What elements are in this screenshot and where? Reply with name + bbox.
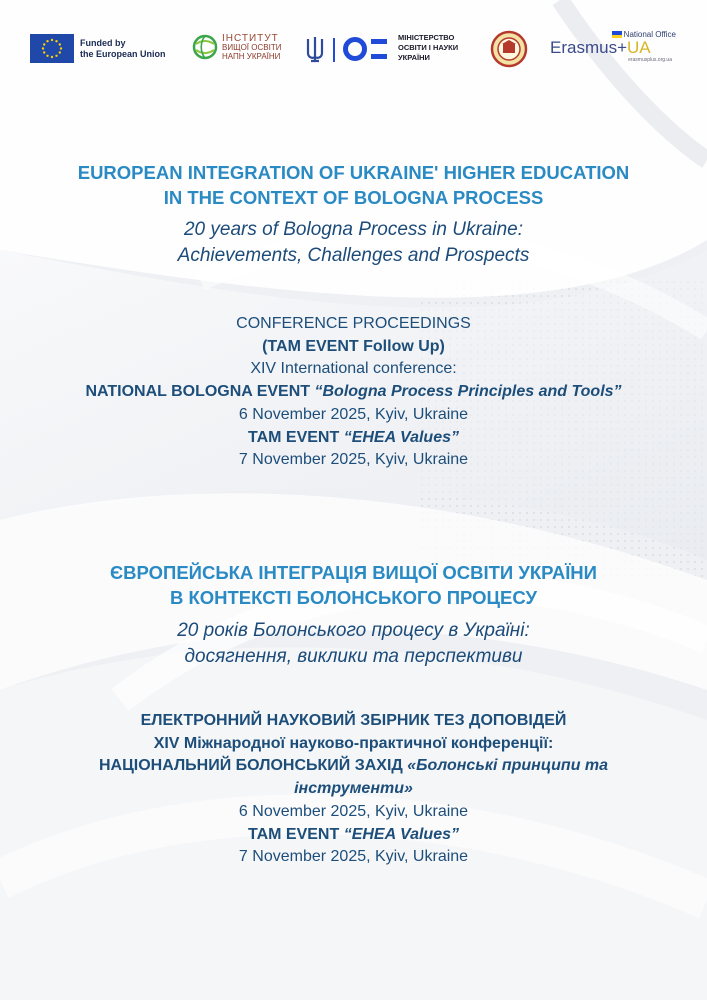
ministry-name [398,33,458,63]
eu-funding-logo [30,34,166,63]
logo-divider [333,38,335,62]
ukrainian-title-line-2: В КОНТЕКСТІ БОЛОНСЬКОГО ПРОЦЕСУ [169,587,538,608]
ukrainian-subtitle-line-1: 20 років Болонського процесу в Україні: [177,620,530,641]
english-event-1-name: NATIONAL BOLOGNA EVENT [85,383,315,401]
ukrainian-event-2-title: “EHEA Values” [343,825,459,843]
erasmus-office-label: National Office [623,30,676,39]
institute-logo [192,30,281,64]
ukrainian-event-1 [0,755,707,778]
english-title-line-1: EUROPEAN INTEGRATION OF UKRAINE' HIGHER EDUCATION [77,162,630,183]
ministry-line-2: ОСВІТИ І НАУКИ [398,43,459,52]
ukrainian-event-2 [0,824,707,847]
academy-seal-icon [490,30,528,68]
ukrainian-event-2-date: 7 November 2025, Kyiv, Ukraine [238,848,469,866]
ukrainian-proceedings [0,710,707,869]
english-event-2-name: TAM EVENT [248,428,344,446]
logo-bar [30,30,680,70]
ukrainian-event-2-name: TAM EVENT [248,825,344,843]
institute-line-2: ВИЩОЇ ОСВІТИ [222,42,282,52]
erasmus-suffix: UA [627,38,651,57]
english-event-1 [0,381,707,404]
institute-name [222,34,281,61]
english-subtitle-line-1: 20 years of Bologna Process in Ukraine: [183,219,523,240]
erasmus-url: erasmusplus.org.ua [628,57,672,63]
ukrainian-subtitle-line-2: досягнення, виклики та перспективи [184,646,523,667]
eu-line-2: the European Union [80,48,166,59]
erasmus-name-main: Erasmus+ [550,38,627,57]
trident-icon [305,35,325,63]
institute-line-3: НАПН УКРАЇНИ [222,51,281,61]
ministry-logo-icon [342,35,392,63]
eu-line-1: Funded by [80,37,126,48]
ukrainian-event-1-date: 6 November 2025, Kyiv, Ukraine [238,802,469,820]
ukraine-flag-icon [612,31,622,38]
ukrainian-conference: XIV Міжнародної науково-практичної конференції: [153,734,554,752]
english-subtitle-line-2: Achievements, Challenges and Prospects [177,245,530,266]
english-title-line-2: IN THE CONTEXT OF BOLOGNA PROCESS [163,187,544,208]
institute-line-1: ІНСТИТУТ [222,32,279,44]
english-event-1-title: “Bologna Process Principles and Tools” [314,383,622,401]
ukrainian-title [0,560,707,610]
english-subtitle [0,217,707,269]
english-conference: XIV International conference: [250,360,457,378]
ministry-line-1: МІНІСТЕРСТВО [398,33,455,42]
ukrainian-event-1-title-line-1: «Болонські принципи та [407,757,609,775]
english-title [0,160,707,210]
eu-flag-icon [30,34,74,63]
ukrainian-event-1-title-line-2: інструменти» [294,780,413,798]
english-proceedings-heading: CONFERENCE PROCEEDINGS [236,315,471,332]
english-event-2-title: “EHEA Values” [343,428,459,446]
erasmus-name [550,39,690,57]
ukrainian-event-1-name: НАЦІОНАЛЬНИЙ БОЛОНСЬКИЙ ЗАХІД [98,757,408,775]
english-event-2 [0,427,707,450]
erasmus-logo [550,30,690,63]
ukrainian-subtitle [0,618,707,670]
english-proceedings [0,313,707,472]
ministry-line-3: УКРАЇНИ [398,53,430,62]
eu-funding-text [80,38,166,60]
ukrainian-proceedings-heading: ЕЛЕКТРОННИЙ НАУКОВИЙ ЗБІРНИК ТЕЗ ДОПОВІДЕЙ [140,712,567,729]
english-event-1-date: 6 November 2025, Kyiv, Ukraine [238,405,469,423]
english-event-2-date: 7 November 2025, Kyiv, Ukraine [238,451,469,469]
english-follow-up: (TAM EVENT Follow Up) [262,337,445,355]
institute-globe-icon [192,30,218,64]
ukrainian-title-line-1: ЄВРОПЕЙСЬКА ІНТЕГРАЦІЯ ВИЩОЇ ОСВІТИ УКРАЇНИ [110,562,597,583]
